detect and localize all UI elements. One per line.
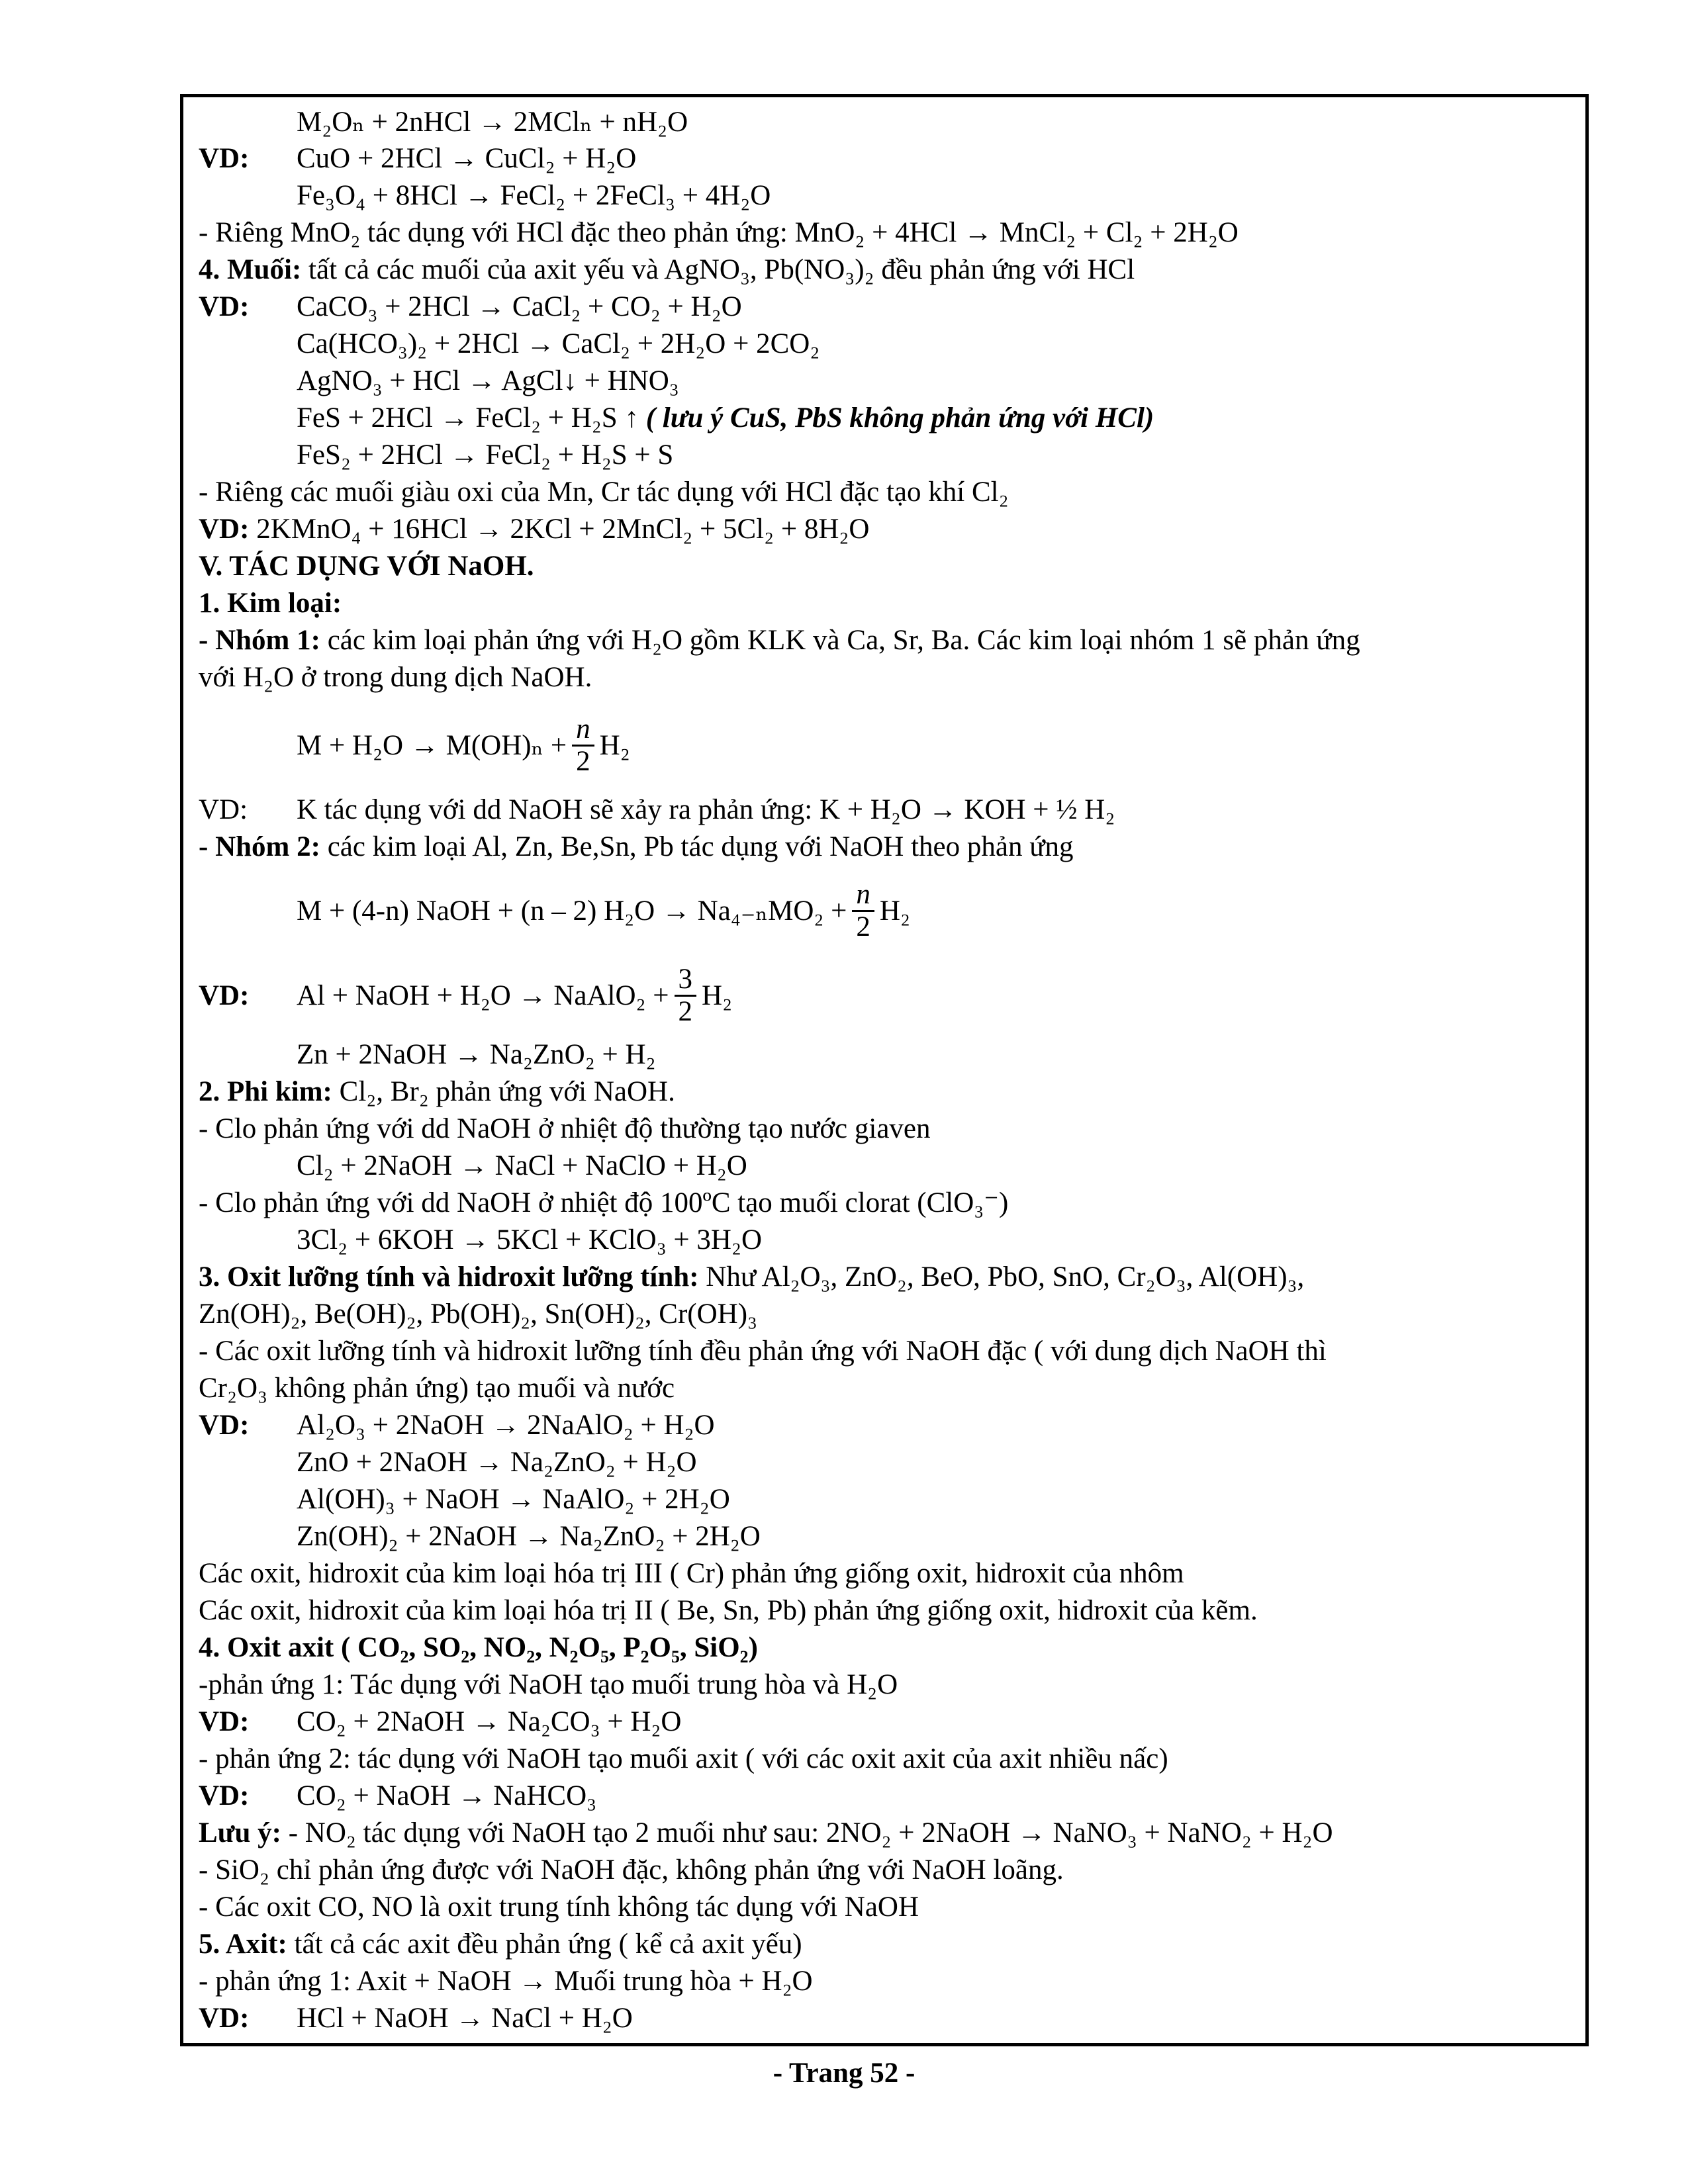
section-heading: 4. Muối: xyxy=(199,254,302,285)
equation: M + (4-n) NaOH + (n – 2) H₂O → Na₄₋ₙMO₂ + xyxy=(297,895,847,927)
text-line: - Các oxit CO, NO là oxit trung tính không tác dụng với NaOH xyxy=(199,1891,919,1923)
vd-label: VD: xyxy=(199,1780,250,1811)
equation: M + H₂O → M(OH)ₙ + xyxy=(297,730,567,761)
text-line: - phản ứng 1: Axit + NaOH → Muối trung hòa + H₂O xyxy=(199,1966,813,1997)
equation-line: Ca(HCO₃)₂ + 2HCl → CaCl₂ + 2H₂O + 2CO₂ xyxy=(297,328,820,359)
fraction xyxy=(675,964,697,1027)
group-heading: - Nhóm 2: xyxy=(199,831,320,862)
section-heading: 3. Oxit lưỡng tính và hidroxit lưỡng tính: xyxy=(199,1261,699,1293)
equation-line xyxy=(297,875,910,948)
section-text: tất cả các muối của axit yếu và AgNO₃, Pb(NO₃)₂ đều phản ứng với HCl xyxy=(301,254,1135,285)
example-line xyxy=(199,960,732,1032)
equation: CO₂ + 2NaOH → Na₂CO₃ + H₂O xyxy=(297,1706,682,1737)
text-line xyxy=(199,829,1074,866)
group-text: các kim loại Al, Zn, Be,Sn, Pb tác dụng với NaOH theo phản ứng xyxy=(320,831,1074,862)
example-line xyxy=(199,2000,633,2037)
vd-label: VD: xyxy=(199,514,250,545)
example-line xyxy=(199,1704,681,1741)
equation: FeS + 2HCl → FeCl₂ + H₂S ↑ xyxy=(297,402,646,433)
vd-label: VD: xyxy=(199,1410,250,1441)
equation: 2KMnO₄ + 16HCl → 2KCl + 2MnCl₂ + 5Cl₂ + 8H₂O xyxy=(249,514,870,545)
equation: CO₂ + NaOH → NaHCO₃ xyxy=(297,1780,597,1811)
vd-label: VD: xyxy=(199,1706,250,1737)
text-line: - Clo phản ứng với dd NaOH ở nhiệt độ thường tạo nước giaven xyxy=(199,1113,931,1144)
equation: CaCO₃ + 2HCl → CaCl₂ + CO₂ + H₂O xyxy=(297,291,742,322)
section-text: tất cả các axit đều phản ứng ( kể cả axit yếu) xyxy=(287,1929,802,1960)
fraction-numerator: n xyxy=(572,714,594,747)
text-line: với H₂O ở trong dung dịch NaOH. xyxy=(199,662,592,693)
fraction-numerator: n xyxy=(852,880,874,912)
equation-line: 3Cl₂ + 6KOH → 5KCl + KClO₃ + 3H₂O xyxy=(297,1224,763,1255)
group-heading: - Nhóm 1: xyxy=(199,625,320,656)
example-line xyxy=(199,511,869,548)
example-line xyxy=(199,140,636,177)
equation-tail: H₂ xyxy=(879,895,910,927)
equation: Al₂O₃ + 2NaOH → 2NaAlO₂ + H₂O xyxy=(297,1410,715,1441)
equation-line: Zn + 2NaOH → Na₂ZnO₂ + H₂ xyxy=(297,1039,656,1070)
note-text: - NO₂ tác dụng với NaOH tạo 2 muối như sau: 2NO₂ + 2NaOH → NaNO₃ + NaNO₂ + H₂O xyxy=(281,1817,1333,1848)
text-line: Cr₂O₃ không phản ứng) tạo muối và nước xyxy=(199,1373,675,1404)
text-line: - Clo phản ứng với dd NaOH ở nhiệt độ 100ºC tạo muối clorat (ClO₃⁻) xyxy=(199,1187,1009,1218)
text-line: - Riêng MnO₂ tác dụng với HCl đặc theo phản ứng: MnO₂ + 4HCl → MnCl₂ + Cl₂ + 2H₂O xyxy=(199,217,1239,248)
section-heading: 5. Axit: xyxy=(199,1929,287,1960)
text-line xyxy=(199,622,1360,659)
fraction-denominator: 2 xyxy=(576,745,590,777)
text-line: Các oxit, hidroxit của kim loại hóa trị III ( Cr) phản ứng giống oxit, hidroxit của nhôm xyxy=(199,1558,1184,1589)
fraction-denominator: 2 xyxy=(856,911,870,942)
equation-line: Zn(OH)₂ + 2NaOH → Na₂ZnO₂ + 2H₂O xyxy=(297,1521,761,1552)
text-line: Zn(OH)₂, Be(OH)₂, Pb(OH)₂, Sn(OH)₂, Cr(OH)₃ xyxy=(199,1298,758,1330)
equation-line: AgNO₃ + HCl → AgCl↓ + HNO₃ xyxy=(297,365,679,396)
vd-label: VD: xyxy=(199,2003,250,2034)
section-heading: 1. Kim loại: xyxy=(199,588,342,619)
equation-tail: H₂ xyxy=(599,730,630,761)
vd-label: VD: xyxy=(199,794,248,825)
note: ( lưu ý CuS, PbS không phản ứng với HCl) xyxy=(645,402,1154,433)
section-text: Cl₂, Br₂ phản ứng với NaOH. xyxy=(332,1076,675,1107)
section-heading: 4. Oxit axit ( CO₂, SO₂, NO₂, N₂O₅, P₂O₅, SiO₂) xyxy=(199,1632,758,1663)
equation: CuO + 2HCl → CuCl₂ + H₂O xyxy=(297,143,637,174)
section-heading: V. TÁC DỤNG VỚI NaOH. xyxy=(199,551,534,582)
text-line: -phản ứng 1: Tác dụng với NaOH tạo muối trung hòa và H₂O xyxy=(199,1669,898,1700)
example-line xyxy=(199,1778,596,1815)
fraction-numerator: 3 xyxy=(675,964,697,997)
equation-line: Fe₃O₄ + 8HCl → FeCl₂ + 2FeCl₃ + 4H₂O xyxy=(297,180,771,211)
section-heading: 2. Phi kim: xyxy=(199,1076,332,1107)
vd-label: VD: xyxy=(199,980,250,1011)
vd-label: VD: xyxy=(199,291,250,322)
section-line xyxy=(199,1073,675,1111)
page-number: - Trang 52 - xyxy=(773,2058,915,2089)
fraction xyxy=(572,714,594,777)
equation-line: Al(OH)₃ + NaOH → NaAlO₂ + 2H₂O xyxy=(297,1484,730,1515)
equation-line xyxy=(297,400,1154,437)
section-line xyxy=(199,1259,1304,1296)
note-heading: Lưu ý: xyxy=(199,1817,281,1848)
example-text: K tác dụng với dd NaOH sẽ xảy ra phản ứng: K + H₂O → KOH + ½ H₂ xyxy=(297,794,1115,825)
example-line xyxy=(199,1407,715,1444)
note-line xyxy=(199,1815,1333,1852)
section-line xyxy=(199,1926,802,1963)
equation-tail: H₂ xyxy=(702,980,733,1011)
equation-line: Cl₂ + 2NaOH → NaCl + NaClO + H₂O xyxy=(297,1150,747,1181)
example-line xyxy=(199,289,742,326)
equation: Al + NaOH + H₂O → NaAlO₂ + xyxy=(297,980,669,1011)
fraction xyxy=(852,880,874,942)
fraction-denominator: 2 xyxy=(678,995,693,1027)
equation-line: M₂Oₙ + 2nHCl → 2MClₙ + nH₂O xyxy=(297,107,688,138)
vd-label: VD: xyxy=(199,143,250,174)
equation-line xyxy=(297,709,630,782)
equation-line: ZnO + 2NaOH → Na₂ZnO₂ + H₂O xyxy=(297,1447,697,1478)
section-line xyxy=(199,251,1135,289)
text-line: - Các oxit lưỡng tính và hidroxit lưỡng tính đều phản ứng với NaOH đặc ( với dung dịch NaOH thì xyxy=(199,1336,1327,1367)
text-line: - Riêng các muối giàu oxi của Mn, Cr tác dụng với HCl đặc tạo khí Cl₂ xyxy=(199,477,1009,508)
section-text: Như Al₂O₃, ZnO₂, BeO, PbO, SnO, Cr₂O₃, Al(OH)₃, xyxy=(698,1261,1305,1293)
example-line xyxy=(199,792,1115,829)
equation: HCl + NaOH → NaCl + H₂O xyxy=(297,2003,633,2034)
text-line: - SiO₂ chỉ phản ứng được với NaOH đặc, không phản ứng với NaOH loãng. xyxy=(199,1854,1064,1886)
text-line: Các oxit, hidroxit của kim loại hóa trị II ( Be, Sn, Pb) phản ứng giống oxit, hidroxit của kẽm. xyxy=(199,1595,1258,1626)
equation-line: FeS₂ + 2HCl → FeCl₂ + H₂S + S xyxy=(297,439,674,471)
text-line: - phản ứng 2: tác dụng với NaOH tạo muối axit ( với các oxit axit của axit nhiều nấc) xyxy=(199,1743,1168,1774)
group-text: các kim loại phản ứng với H₂O gồm KLK và Ca, Sr, Ba. Các kim loại nhóm 1 sẽ phản ứng xyxy=(320,625,1360,656)
